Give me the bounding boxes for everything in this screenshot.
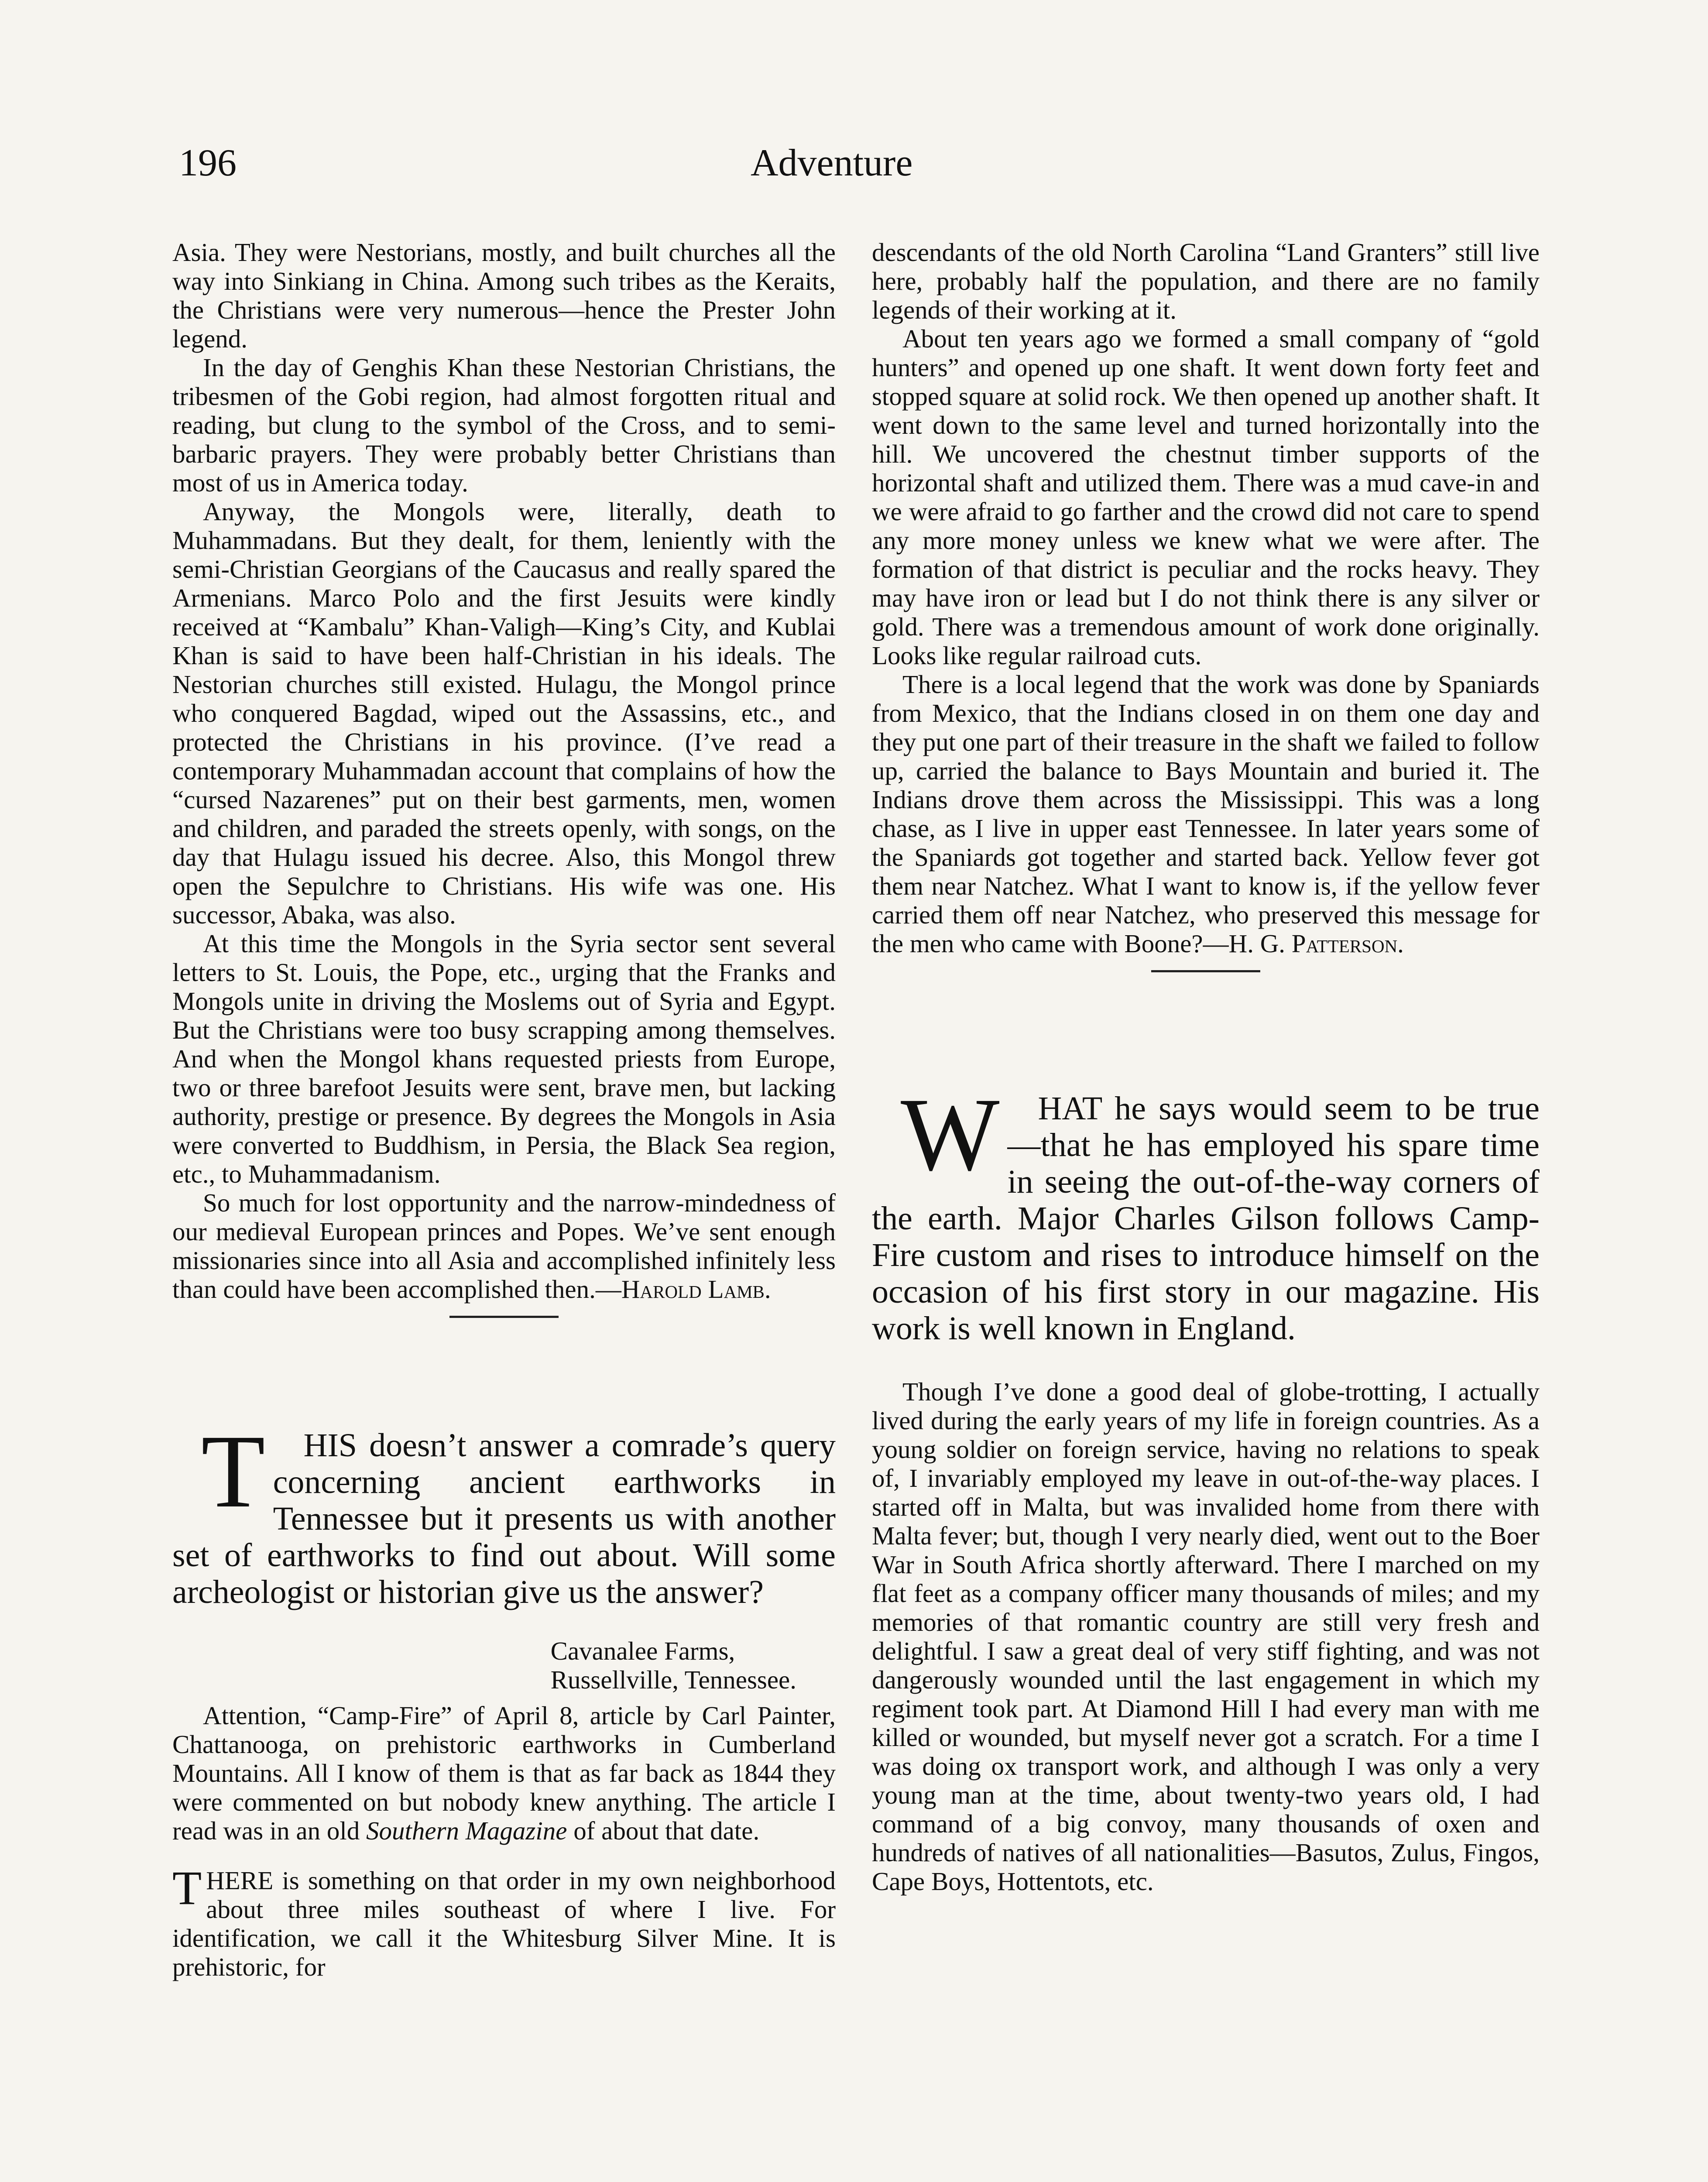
paragraph-text: HERE is something on that order in my own neighborhood about three miles southeast of where I live. For identification, we call it the Whitesburg Silver Mine. It is prehistoric, for — [172, 1866, 836, 1981]
running-title: Adventure — [751, 142, 913, 184]
signature: H. G. Patterson. — [1228, 929, 1404, 958]
paragraph: About ten years ago we formed a small company of “gold hunters” and opened up one shaft. It went down forty feet and stopped square at solid rock. We then opened up another shaft. It went down to the same level and turned horizontally into the hill. We uncovered the chestnut timber supports of the horizontal shaft and utilized them. There was a mud cave-in and we were afraid to go farther and the crowd did not care to spend any more money unless we knew what we were after. The formation of that district is peculiar and the rocks heavy. They may have iron or lead but I do not think there is any silver or gold. There was a tremendous amount of work done originally. Looks like regular railroad cuts. — [872, 324, 1540, 670]
editor-intro — [172, 1413, 836, 1610]
editor-intro-text: HIS doesn’t answer a comrade’s query concerning ancient earthworks in Tennessee but it presents us with another set of earthworks to find out about. Will some archeologist or historian give us the answer? — [172, 1427, 836, 1610]
paragraph: At this time the Mongols in the Syria sector sent several letters to St. Louis, the Pope, etc., urging that the Franks and Mongols unite in driving the Moslems out of Syria and Egypt. But the Christians were too busy scrapping among themselves. And when the Mongol khans requested priests from Europe, two or three barefoot Jesuits were sent, brave men, but lacking authority, prestige or presence. By degrees the Mongols in Asia were converted to Buddhism, in Persia, the Black Sea region, etc., to Muhammadanism. — [172, 929, 836, 1188]
drop-cap: W — [901, 1076, 1000, 1192]
paragraph-text: There is a local legend that the work was done by Spaniards from Mexico, that the Indians closed in on them one day and they put one part of their treasure in the shaft we failed to follow up, carried the balance to Bays Mountain and buried it. The Indians drove them across the Mississippi. This was a long chase, as I live in upper east Tennessee. In later years some of the Spaniards got together and started back. Yellow fever got them near Natchez. What I want to know is, if the yellow fever carried them off near Natchez, who preserved this message for the men who came with Boone?— — [872, 670, 1540, 958]
paragraph-text: So much for lost opportunity and the narrow-mindedness of our medieval European princes and Popes. We’ve sent enough missionaries since into all Asia and accomplished infinitely less than could have been accomplished then.— — [172, 1188, 836, 1304]
right-column — [872, 238, 1540, 1896]
paragraph-text: of about that date. — [567, 1816, 760, 1845]
paragraph-text: Attention, “Camp-Fire” of April 8, article by Carl Painter, Chattanooga, on prehistoric earthworks in Cumberland Mountains. All I know of them is that as far back as 1844 they were commented on but nobody knew anything. The article I read was in an old — [172, 1701, 836, 1845]
signature: Harold Lamb. — [621, 1275, 771, 1304]
left-column — [172, 238, 836, 1981]
editor-intro-text: HAT he says would seem to be true—that he has employed his spare time in seeing the out-of-the-way corners of the earth. Major Charles Gilson follows Camp-Fire custom and rises to introduce himself on the occasion of his first story in our magazine. His work is well known in England. — [872, 1090, 1540, 1347]
letter-address — [172, 1636, 796, 1694]
address-line-2: Russellville, Tennessee. — [550, 1665, 796, 1694]
drop-cap: T — [201, 1413, 265, 1529]
page-number: 196 — [179, 142, 237, 184]
paragraph: descendants of the old North Carolina “Land Granters” still live here, probably half the population, and there are no family legends of their working at it. — [872, 238, 1540, 324]
editor-intro — [872, 1076, 1540, 1347]
initial-letter: T — [172, 1861, 202, 1914]
magazine-title: Southern Magazine — [366, 1816, 567, 1845]
paragraph: In the day of Genghis Khan these Nestorian Christians, the tribesmen of the Gobi region, had almost forgotten ritual and reading, but clung to the symbol of the Cross, and to semi-barbaric prayers. They were probably better Christians than most of us in America today. — [172, 353, 836, 497]
paragraph — [172, 1861, 836, 1981]
paragraph: Anyway, the Mongols were, literally, death to Muhammadans. But they dealt, for them, leniently with the semi-Christian Georgians of the Caucasus and really spared the Armenians. Marco Polo and the first Jesuits were kindly received at “Kambalu” Khan-Valigh—King’s City, and Kublai Khan is said to have been half-Christian in his ideals. The Nestorian churches still existed. Hulagu, the Mongol prince who conquered Bagdad, wiped out the Assassins, etc., and protected the Christians in his province. (I’ve read a contemporary Muhammadan account that complains of how the “cursed Nazarenes” put on their best garments, men, women and children, and paraded the streets openly, with songs, on the day that Hulagu issued his decree. Also, this Mongol threw open the Sepulchre to Christians. His wife was one. His successor, Abaka, was also. — [172, 497, 836, 929]
paragraph: Asia. They were Nestorians, mostly, and built churches all the way into Sinkiang in China. Among such tribes as the Keraits, the Christians were very numerous—hence the Prester John legend. — [172, 238, 836, 353]
paragraph — [172, 1701, 836, 1845]
address-line-1: Cavanalee Farms, — [550, 1636, 735, 1665]
paragraph — [172, 1188, 836, 1304]
paragraph: Though I’ve done a good deal of globe-trotting, I actually lived during the early years of my life in foreign countries. As a young soldier on foreign service, having no relations to speak of, I invariably employed my leave in out-of-the-way places. I started off in Malta, but was invalided home from there with Malta fever; but, though I very nearly died, went out to the Boer War in South Africa shortly afterward. There I marched on my flat feet as a company officer many thousands of miles; and my memories of that romantic country are still very fresh and delightful. I saw a great deal of very stiff fighting, and was not dangerously wounded until the last engagement in which my regiment took part. At Diamond Hill I had every man with me killed or wounded, but myself never got a scratch. For a time I was doing ox transport work, and although I was only a very young man at the time, about twenty-two years old, I had command of a big convoy, many thousands of oxen and hundreds of natives of all nationalities—Basutos, Zulus, Fingos, Cape Boys, Hottentots, etc. — [872, 1377, 1540, 1896]
paragraph — [872, 670, 1540, 958]
